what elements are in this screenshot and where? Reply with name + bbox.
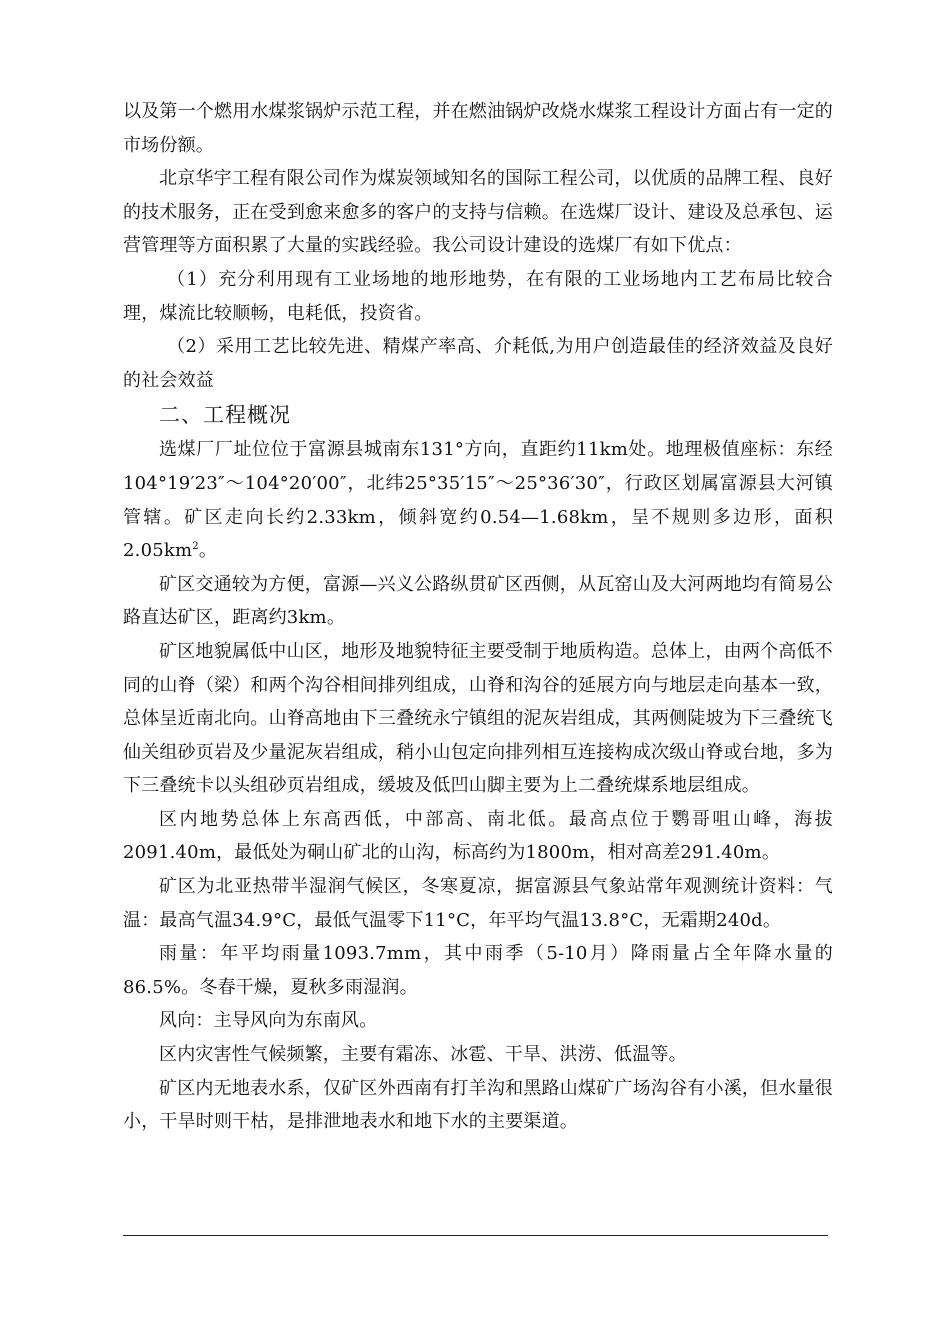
paragraph-site-location xyxy=(123,433,833,567)
paragraph-continuation: 以及第一个燃用水煤浆锅炉示范工程，并在燃油锅炉改烧水煤浆工程设计方面占有一定的市场份额。 xyxy=(123,101,833,156)
document-body xyxy=(123,95,833,1139)
section-heading: 二、工程概况 xyxy=(159,403,291,428)
paragraph-transport: 矿区交通较为方便，富源—兴义公路纵贯矿区西侧，从瓦窑山及大河两地均有简易公路直达矿区，距离约3km。 xyxy=(123,573,833,629)
paragraph-wind: 风向：主导风向为东南风。 xyxy=(159,1010,378,1032)
paragraph-company-intro: 北京华宇工程有限公司作为煤炭领域知名的国际工程公司，以优质的品牌工程、良好的技术服务，正在受到愈来愈多的客户的支持与信赖。在选煤厂设计、建设及总承包、运营管理等方面积累了大量的实践经验。我公司设计建设的选煤厂有如下优点： xyxy=(123,168,833,257)
paragraph-hydrology: 矿区内无地表水系，仅矿区外西南有打羊沟和黑路山煤矿广场沟谷有小溪，但水量很小，干旱时则干枯，是排泄地表水和地下水的主要渠道。 xyxy=(123,1077,833,1133)
footer-divider xyxy=(123,1235,828,1236)
advantage-item-1: （1）充分利用现有工业场地的地形地势，在有限的工业场地内工艺布局比较合理，煤流比较顺畅，电耗低，投资省。 xyxy=(123,268,833,324)
area-unit-superscript: 2 xyxy=(192,541,199,553)
advantage-item-2: （2）采用工艺比较先进、精煤产率高、介耗低,为用户创造最佳的经济效益及良好的社会效益 xyxy=(123,336,833,391)
paragraph-terrain: 区内地势总体上东高西低，中部高、南北低。最高点位于鹦哥咀山峰，海拔2091.40m，最低处为硐山矿北的山沟，标高约为1800m，相对高差291.40m。 xyxy=(123,808,833,864)
paragraph-climate: 矿区为北亚热带半湿润气候区，冬寒夏凉，据富源县气象站常年观测统计资料：气温：最高气温34.9°C，最低气温零下11°C，年平均气温13.8°C，无霜期240d。 xyxy=(123,876,833,931)
paragraph-landform: 矿区地貌属低中山区，地形及地貌特征主要受制于地质构造。总体上，由两个高低不同的山脊（梁）和两个沟谷相间排列组成，山脊和沟谷的延展方向与地层走向基本一致，总体呈近南北向。山脊高地由下三叠统永宁镇组的泥灰岩组成，其两侧陡坡为下三叠统飞仙关组砂页岩及少量泥灰岩组成，稍小山包定向排列相互连接构成次级山脊或台地，多为下三叠统卡以头组砂页岩组成，缓坡及低凹山脚主要为上二叠统煤系地层组成。 xyxy=(123,640,833,797)
paragraph-hazards: 区内灾害性气候频繁，主要有霜冻、冰雹、干旱、洪涝、低温等。 xyxy=(159,1044,687,1066)
site-location-end: 。 xyxy=(198,540,218,562)
site-location-text: 选煤厂厂址位位于富源县城南东131°方向，直距约11km处。地理极值座标：东经104°19′23″～104°20′00″，北纬25°35′15″～25°36′30″，行政区划属富源县大河镇管辖。矿区走向长约2.33km，倾斜宽约0.54—1.68km，呈不规则多边形，面积2.05km xyxy=(123,439,833,562)
paragraph-rainfall: 雨量：年平均雨量1093.7mm，其中雨季（5-10月）降雨量占全年降水量的86.5%。冬春干燥，夏秋多雨湿润。 xyxy=(123,943,833,998)
